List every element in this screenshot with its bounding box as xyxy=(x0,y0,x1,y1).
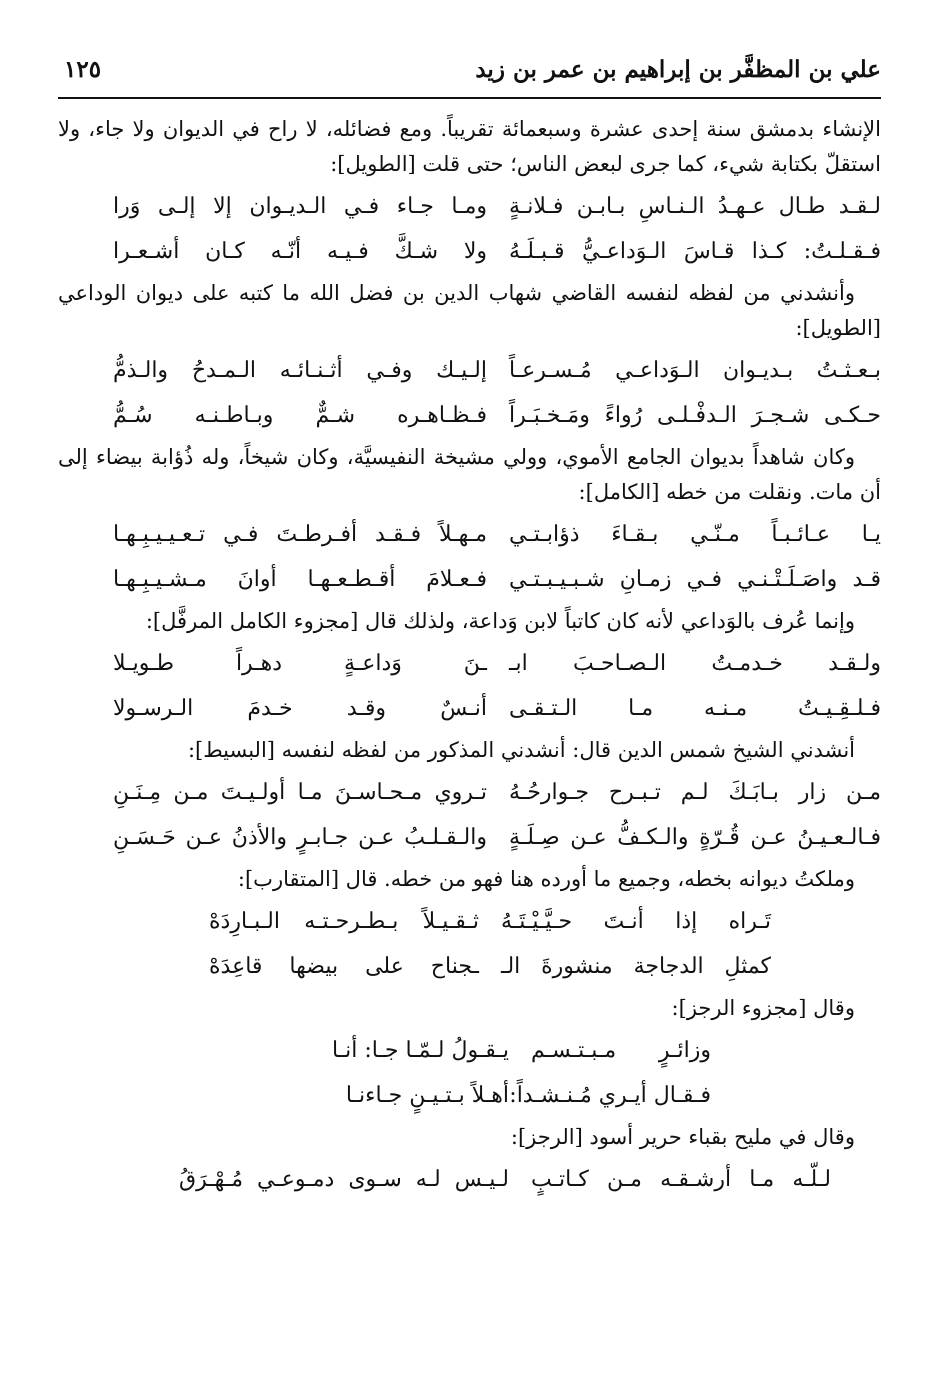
verse-first-hemistich: لـلّـه مـا أرشـقـه مـن كـاتـبٍ xyxy=(531,1167,831,1192)
verse-second-hemistich: ـجناح على بيضها قاعِدَهْ xyxy=(209,954,479,979)
paragraph: وإنما عُرف بالوَداعي لأنه كان كاتباً لابن وَداعة، ولذلك قال [مجزوء الكامل المرفَّل]: xyxy=(145,609,855,633)
verse-second-hemistich: يـقـولُ لـمّـا جـا: أنـا xyxy=(331,1038,509,1063)
verse-first-hemistich: فـلـقِـيـتُ مـنـه مـا الـتـقـى xyxy=(509,696,881,721)
paragraph: الإنشاء بدمشق سنة إحدى عشرة وسبعمائة تقريباً. ومع فضائله، لا راح في الديوان ولا جاء، ولا استقلّ بكتابة شيء، كما جرى لبعض الناس؛ حتى قلت [الطويل]: xyxy=(58,117,881,176)
verse-line xyxy=(58,643,881,684)
paragraph: وملكتُ ديوانه بخطه، وجميع ما أورده هنا فهو من خطه. قال [المتقارب]: xyxy=(237,867,855,891)
verse-first-hemistich: قـد واصَـلَـتْـنـي فـي زمـانِ شـبـيـبـتـي xyxy=(509,567,881,592)
verse-first-hemistich: ولـقـد خـدمـتُ الـصـاحـبَ ابـ xyxy=(509,651,881,676)
verse-first-hemistich: كمثلِ الدجاجة منشورةَ الـ xyxy=(501,954,771,979)
running-title: علي بن المظفَّر بن إبراهيم بن عمر بن زيد xyxy=(475,56,881,83)
verse-second-hemistich: أنـسٌ وقـد خـدمَ الـرسـولا xyxy=(113,696,487,721)
verse-line xyxy=(58,817,881,858)
verse-first-hemistich: حـكـى شـجـرَ الـدفْـلـى رُواءً ومَـخـبَـراً xyxy=(509,403,881,428)
paragraph: وقال [مجزوء الرجز]: xyxy=(671,996,855,1020)
verse-second-hemistich: لـيـس لـه سـوى دمـوعـي مُـهْـرَقُ xyxy=(179,1167,509,1192)
verse-first-hemistich: تَـراه إذا أنـتَ حـيَّـيْـتَـهُ xyxy=(501,909,771,934)
verse-line xyxy=(58,1030,881,1071)
verse-line xyxy=(58,514,881,555)
header-rule xyxy=(58,97,881,99)
verse-first-hemistich: بـعـثـتُ بـديـوان الـوَداعـي مُـسـرعـاً xyxy=(509,358,881,383)
verse-line xyxy=(58,1075,881,1116)
verse-first-hemistich: مـن زار بـابَـكَ لـم تـبـرح جـوارحُـهُ xyxy=(509,780,881,805)
verse-first-hemistich: لـقـد طـال عـهـدُ الـنـاسِ بـابـن فـلانـةٍ xyxy=(509,194,881,219)
paragraph: أنشدني الشيخ شمس الدين قال: أنشدني المذكور من لفظه لنفسه [البسيط]: xyxy=(187,738,855,762)
verse-line xyxy=(58,395,881,436)
verse-second-hemistich: فـعـلامَ أقـطـعـهـا أوانَ مـشـيـبِـهـا xyxy=(113,567,487,592)
verse-line xyxy=(58,901,881,942)
verse-second-hemistich: فـظـاهـره شـمٌّ وبـاطـنـه سُـمُّ xyxy=(113,403,487,428)
page-header xyxy=(60,52,881,96)
verse-line xyxy=(58,688,881,729)
verse-first-hemistich: فـالـعـيـنُ عـن قُـرّةٍ والـكـفُّ عـن صِـلَـةٍ xyxy=(509,825,881,850)
verse-line xyxy=(58,772,881,813)
verse-line xyxy=(58,559,881,600)
verse-second-hemistich: ـنَ وَداعـةٍ دهـراً طـويـلا xyxy=(113,651,487,676)
paragraph: وكان شاهداً بديوان الجامع الأموي، وولي مشيخة النفيسيَّة، وكان شيخاً، وله ذُؤابة بيضاء إلى أن مات. ونقلت من خطه [الكامل]: xyxy=(58,445,881,504)
verse-first-hemistich: يـا عـائـبـاً مـنّـي بـقـاءَ ذؤابـتـي xyxy=(509,522,881,547)
page-number: ١٢٥ xyxy=(64,56,102,83)
verse-line xyxy=(58,1159,881,1200)
verse-first-hemistich: فـقـلـتُ: كـذا قـاسَ الـوَداعـيُّ قـبـلَـهُ xyxy=(509,239,881,264)
verse-line xyxy=(58,946,881,987)
page-body xyxy=(58,112,881,1204)
paragraph: وأنشدني من لفظه لنفسه القاضي شهاب الدين بن فضل الله ما كتبه على ديوان الوداعي [الطويل]: xyxy=(58,281,881,340)
verse-line xyxy=(58,350,881,391)
verse-second-hemistich: ومـا جـاء فـي الـديـوان إلا إلـى وَرا xyxy=(113,194,487,219)
verse-second-hemistich: ولا شـكَّ فـيـه أنّـه كـان أشـعـرا xyxy=(113,239,487,264)
verse-first-hemistich: وزائـرٍ مـبـتـسـم xyxy=(531,1038,711,1063)
verse-second-hemistich: إلـيـك وفـي أثـنـائـه الـمـدحُ والـذمُّ xyxy=(113,358,487,383)
verse-line xyxy=(58,186,881,227)
verse-second-hemistich: أهـلاً بـتـيـنٍ جـاءنـا xyxy=(345,1083,509,1108)
verse-second-hemistich: تـروي مـحـاسـنَ مـا أولـيـتَ مـن مِـنَـنِ xyxy=(113,780,487,805)
verse-second-hemistich: والـقـلـبُ عـن جـابـرٍ والأذنُ عـن حَـسَـنِ xyxy=(113,825,487,850)
verse-first-hemistich: فـقـال أيـري مُـنـشـداً: xyxy=(509,1083,711,1108)
verse-second-hemistich: مـهـلاً فـقـد أفـرطـتَ فـي تـعـيـيـبِـهـا xyxy=(113,522,487,547)
paragraph: وقال في مليح بقباء حرير أسود [الرجز]: xyxy=(510,1125,855,1149)
verse-line xyxy=(58,231,881,272)
verse-second-hemistich: ثـقـيـلاً بـطـرحـتـه الـبـارِدَهْ xyxy=(209,909,479,934)
